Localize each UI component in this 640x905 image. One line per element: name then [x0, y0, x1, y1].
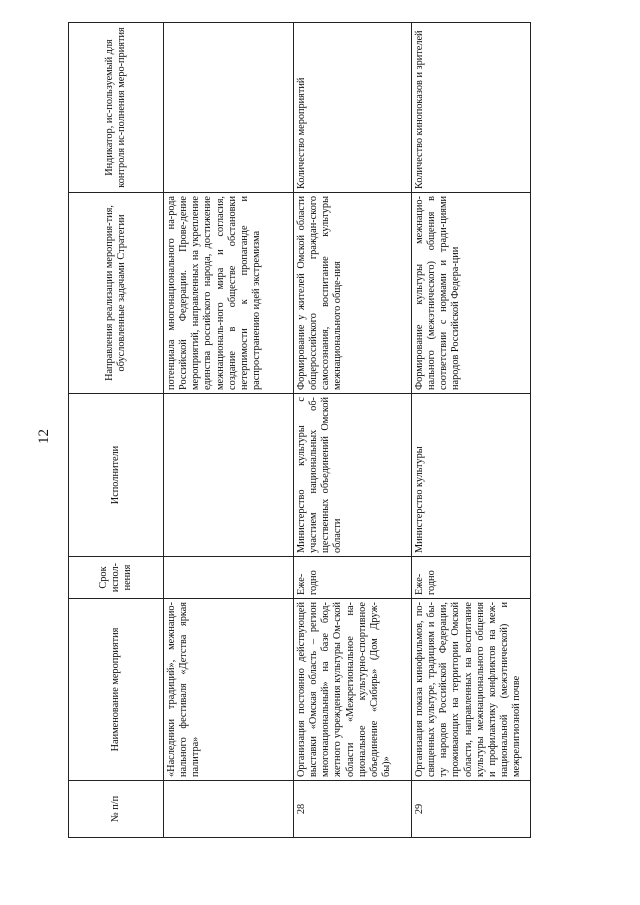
event-indicator [164, 23, 294, 193]
row-number [164, 781, 294, 838]
event-directions: Формирование культуры межнацио-нального (межэтнического) общения в соответствии с нормами и тради-циями народов Российской Федера-ции [412, 193, 531, 394]
event-indicator: Количество кинопоказов и зрителей [412, 23, 531, 193]
event-term: Еже-годно [412, 557, 531, 599]
table-row [412, 23, 531, 838]
event-executors [164, 394, 294, 557]
event-directions: потенциала многонационального на-рода Российской Федерации. Прове-дение мероприятий, направленных на укрепление единства российского народа, достижение межнациональ-ного мира и согласия, создание в обществе обстановки нетерпимости к пропаганде и распространению идей экстремизма [164, 193, 294, 394]
event-term: Еже-годно [294, 557, 412, 599]
col-header-executors: Исполнители [69, 394, 164, 557]
event-executors: Министерство культуры [412, 394, 531, 557]
event-name: Организация показа кинофильмов, по-священных культуре, традициям и бы-ту народов Российской Федерации, проживающих на территории Омской области, направленных на воспитание культуры межнационального общения и профилактику конфликтов на меж-национальной (межэтнической) и межрелигиозной почве [412, 599, 531, 781]
page-number: 12 [36, 429, 52, 444]
event-name: «Наследники традиций», межнацио-нального фестиваля «Детства яркая палитра» [164, 599, 294, 781]
table-row [164, 23, 294, 838]
event-name: Организация постоянно действующей выставки «Омская область – регион многонациональный» на базе бюд-жетного учреждения культуры Ом-ской области «Межрегиональное на-циональное культурно-спортивное объединение «Сибирь» (Дом Друж-бы)» [294, 599, 412, 781]
event-term [164, 557, 294, 599]
event-executors: Министерство культуры с участием национальных об-щественных объединений Омской области [294, 394, 412, 557]
row-number: 28 [294, 781, 412, 838]
table-header-row [69, 23, 164, 838]
col-header-directions: Направления реализации мероприя-тия, обусловленные задачами Стратегии [69, 193, 164, 394]
events-table-sheet [68, 23, 530, 838]
col-header-indicator: Индикатор, ис-пользуемый для контроля ис-полнения меро-приятия [69, 23, 164, 193]
table-row [294, 23, 412, 838]
col-header-number: № п/п [69, 781, 164, 838]
event-directions: Формирование у жителей Омской области общероссийского граждан-ского самосознания, воспитание культуры межнационального обще-ния [294, 193, 412, 394]
events-table [68, 22, 531, 838]
row-number: 29 [412, 781, 531, 838]
col-header-event-name: Наименование мероприятия [69, 599, 164, 781]
event-indicator: Количество мероприятий [294, 23, 412, 193]
col-header-term: Срок испол-нения [69, 557, 164, 599]
